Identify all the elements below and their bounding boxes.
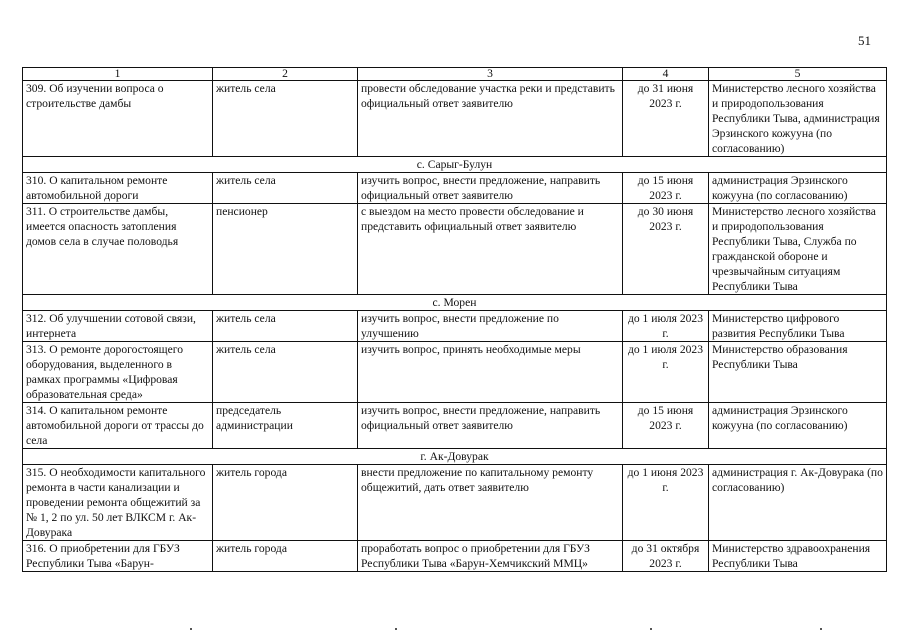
applicant-cell: житель села xyxy=(213,173,358,204)
appeals-table xyxy=(22,67,887,572)
issue-cell: 315. О необходимости капитального ремонта в части канализации и проведении ремонта общежитий за № 1, 2 по ул. 50 лет ВЛКСМ г. Ак-Довурака xyxy=(23,465,213,541)
action-cell: изучить вопрос, внести предложение по улучшению xyxy=(358,311,623,342)
section-row xyxy=(23,449,887,465)
section-title: г. Ак-Довурак xyxy=(23,449,887,465)
column-header: 2 xyxy=(213,68,358,81)
action-cell: внести предложение по капитальному ремонту общежитий, дать ответ заявителю xyxy=(358,465,623,541)
applicant-cell: житель города xyxy=(213,541,358,572)
responsible-cell: администрация Эрзинского кожууна (по согласованию) xyxy=(709,403,887,449)
deadline-cell: до 15 июня 2023 г. xyxy=(623,403,709,449)
table-row xyxy=(23,204,887,295)
issue-cell: 314. О капитальном ремонте автомобильной дороги от трассы до села xyxy=(23,403,213,449)
table-row xyxy=(23,342,887,403)
responsible-cell: Министерство здравоохранения Республики Тыва xyxy=(709,541,887,572)
action-cell: изучить вопрос, внести предложение, направить официальный ответ заявителю xyxy=(358,173,623,204)
responsible-cell: Министерство лесного хозяйства и природопользования Республики Тыва, администрация Эрзинского кожууна (по согласованию) xyxy=(709,81,887,157)
deadline-cell: до 1 июня 2023 г. xyxy=(623,465,709,541)
section-title: с. Морен xyxy=(23,295,887,311)
column-header: 3 xyxy=(358,68,623,81)
table-row xyxy=(23,403,887,449)
action-cell: изучить вопрос, внести предложение, направить официальный ответ заявителю xyxy=(358,403,623,449)
responsible-cell: администрация Эрзинского кожууна (по согласованию) xyxy=(709,173,887,204)
table-row xyxy=(23,311,887,342)
responsible-cell: Министерство лесного хозяйства и природопользования Республики Тыва, Служба по гражданской обороне и чрезвычайным ситуациям Республики Тыва xyxy=(709,204,887,295)
table-row xyxy=(23,173,887,204)
issue-cell: 312. Об улучшении сотовой связи, интернета xyxy=(23,311,213,342)
column-header: 5 xyxy=(709,68,887,81)
action-cell: провести обследование участка реки и представить официальный ответ заявителю xyxy=(358,81,623,157)
scan-marks xyxy=(0,628,905,636)
table-row xyxy=(23,81,887,157)
deadline-cell: до 1 июля 2023 г. xyxy=(623,311,709,342)
table-row xyxy=(23,541,887,572)
table-row xyxy=(23,465,887,541)
applicant-cell: председатель администрации xyxy=(213,403,358,449)
section-row xyxy=(23,157,887,173)
deadline-cell: до 1 июля 2023 г. xyxy=(623,342,709,403)
action-cell: изучить вопрос, принять необходимые меры xyxy=(358,342,623,403)
table-header-row xyxy=(23,68,887,81)
issue-cell: 310. О капитальном ремонте автомобильной дороги xyxy=(23,173,213,204)
responsible-cell: администрация г. Ак-Довурака (по согласованию) xyxy=(709,465,887,541)
applicant-cell: пенсионер xyxy=(213,204,358,295)
page-number: 51 xyxy=(858,33,871,48)
deadline-cell: до 30 июня 2023 г. xyxy=(623,204,709,295)
issue-cell: 309. Об изучении вопроса о строительстве дамбы xyxy=(23,81,213,157)
column-header: 4 xyxy=(623,68,709,81)
responsible-cell: Министерство образования Республики Тыва xyxy=(709,342,887,403)
section-title: с. Сарыг-Булун xyxy=(23,157,887,173)
responsible-cell: Министерство цифрового развития Республики Тыва xyxy=(709,311,887,342)
section-row xyxy=(23,295,887,311)
issue-cell: 316. О приобретении для ГБУЗ Республики Тыва «Барун- xyxy=(23,541,213,572)
deadline-cell: до 15 июня 2023 г. xyxy=(623,173,709,204)
applicant-cell: житель села xyxy=(213,342,358,403)
applicant-cell: житель города xyxy=(213,465,358,541)
applicant-cell: житель села xyxy=(213,81,358,157)
deadline-cell: до 31 октября 2023 г. xyxy=(623,541,709,572)
issue-cell: 313. О ремонте дорогостоящего оборудования, выделенного в рамках программы «Цифровая образовательная среда» xyxy=(23,342,213,403)
column-header: 1 xyxy=(23,68,213,81)
applicant-cell: житель села xyxy=(213,311,358,342)
issue-cell: 311. О строительстве дамбы, имеется опасность затопления домов села в случае половодья xyxy=(23,204,213,295)
action-cell: с выездом на место провести обследование и представить официальный ответ заявителю xyxy=(358,204,623,295)
deadline-cell: до 31 июня 2023 г. xyxy=(623,81,709,157)
action-cell: проработать вопрос о приобретении для ГБУЗ Республики Тыва «Барун-Хемчикский ММЦ» xyxy=(358,541,623,572)
